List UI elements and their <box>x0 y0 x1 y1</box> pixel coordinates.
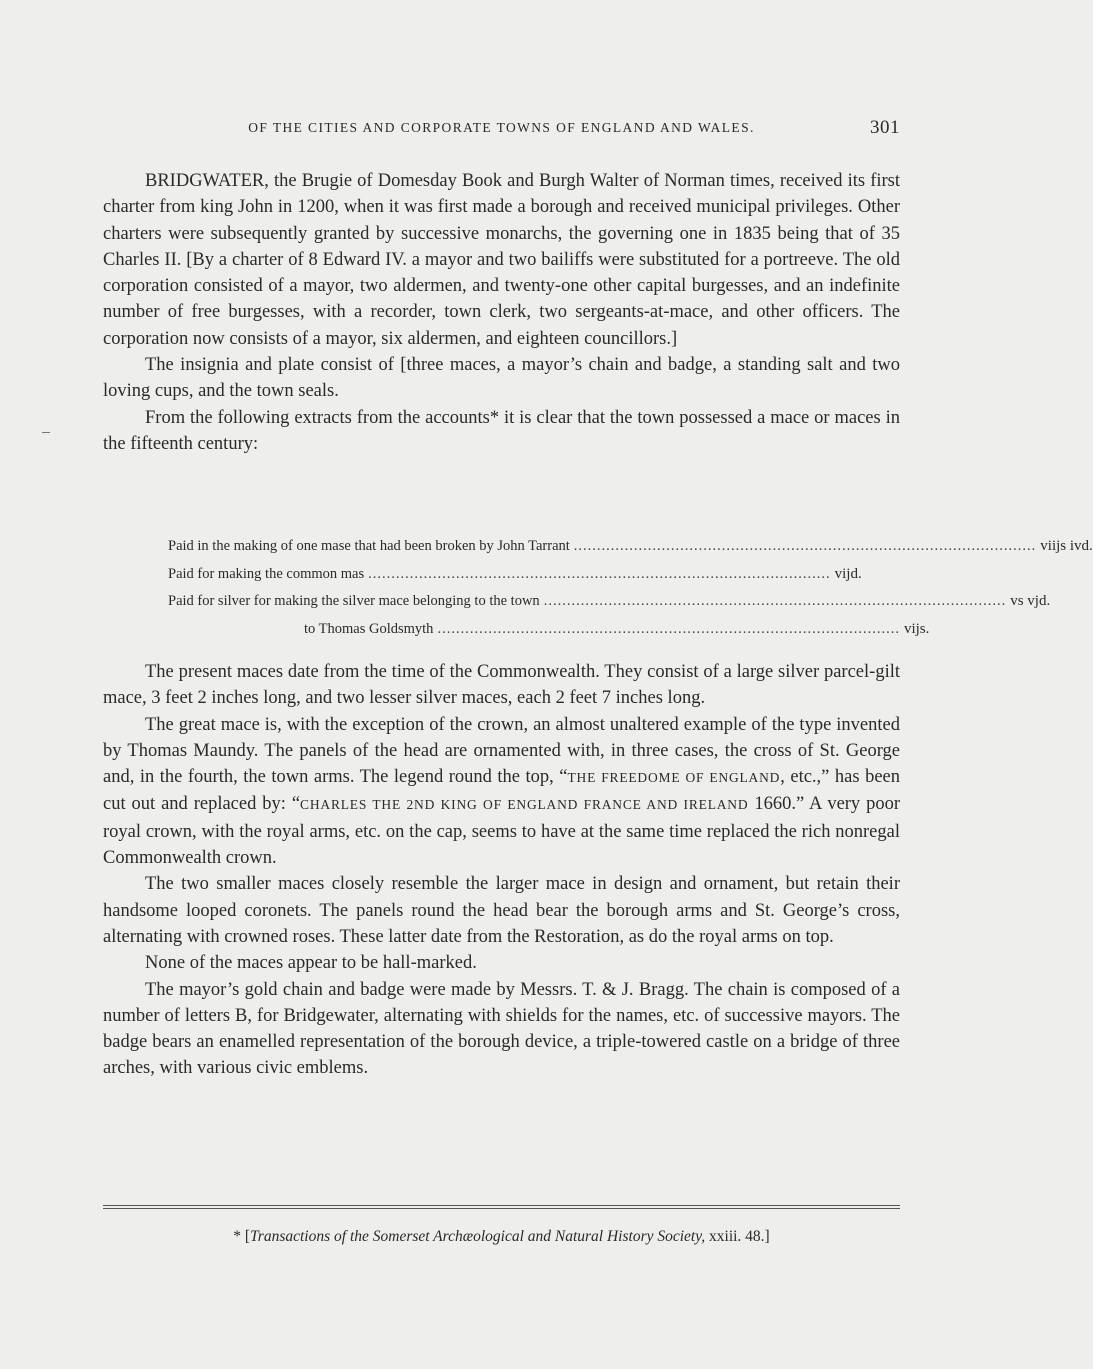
extract-row <box>168 616 930 644</box>
extract-row <box>168 561 862 589</box>
extract-text: Paid for silver for making the silver mace belonging to the town <box>168 593 540 609</box>
paragraph-insignia: The insignia and plate consist of [three maces, a mayor’s chain and badge, a standing salt and two loving cups, and the town seals. <box>103 355 900 402</box>
paragraph-extracts-intro: From the following extracts from the accounts* it is clear that the town possessed a mace or maces in the fifteenth century: <box>103 407 900 454</box>
accounts-extracts <box>168 533 1093 643</box>
paragraph-hallmark: None of the maces appear to be hall-marked. <box>145 953 477 974</box>
paragraph-chain-badge: The mayor’s gold chain and badge were made by Messrs. T. & J. Bragg. The chain is composed of a number of letters B, for Bridgewater, alternating with shields for the names, etc. of successive mayors. The badge bears an enamelled representation of the borough device, a triple-towered castle on a bridge of three arches, with various civic emblems. <box>103 979 900 1079</box>
leader-dots: .................................................................................................... <box>437 620 900 637</box>
leader-dots: .................................................................................................... <box>543 593 1007 609</box>
extract-amount: vijd. <box>834 565 862 582</box>
legend-freedome: THE FREEDOME OF ENGLAND <box>567 770 781 786</box>
extract-amount: vs vjd. <box>1010 593 1051 609</box>
extract-amount: vijs. <box>903 620 930 637</box>
extract-text: Paid in the making of one mase that had been broken by John Tarrant <box>168 538 570 554</box>
footnote-reference: xxiii. 48.] <box>705 1228 770 1245</box>
extract-row <box>168 533 1093 561</box>
page-number: 301 <box>870 117 900 138</box>
paragraph-smaller-maces: The two smaller maces closely resemble the larger mace in design and ornament, but retain their handsome looped coronets. The panels round the head bear the borough arms and St. George’s cross, alternating with crowned roses. These latter date from the Restoration, as do the royal arms on top. <box>103 874 900 947</box>
paragraph-present-maces: The present maces date from the time of the Commonwealth. They consist of a large silver parcel-gilt mace, 3 feet 2 inches long, and two lesser silver maces, each 2 feet 7 inches long. <box>103 662 900 709</box>
paragraph-great-mace <box>103 712 900 872</box>
paragraph-bridgwater: BRIDGWATER, the Brugie of Domesday Book and Burgh Walter of Norman times, received its first charter from king John in 1200, when it was first made a borough and received municipal privileges. Other charters were subsequently granted by successive monarchs, the governing one in 1835 being that of 35 Charles II. [By a charter of 8 Edward IV. a mayor and two bailiffs were substituted for a portreeve. The old corporation consisted of a mayor, two aldermen, and twenty-one other capital burgesses, and an indefinite number of free burgesses, with a recorder, town clerk, two sergeants-at-mace, and other officers. The corporation now consists of a mayor, six aldermen, and eighteen councillors.] <box>103 171 900 349</box>
main-text-upper <box>103 168 900 457</box>
margin-mark <box>42 432 50 433</box>
footnote-marker: * [ <box>233 1228 251 1245</box>
leader-dots: .................................................................................................... <box>368 565 831 582</box>
main-text-lower <box>103 659 900 1082</box>
footnote <box>103 1228 900 1246</box>
leader-dots: .................................................................................................... <box>573 538 1037 554</box>
extract-row <box>168 588 1051 616</box>
extract-text: to Thomas Goldsmyth <box>304 620 434 637</box>
great-mace-text-b: , etc.,” has been cut out and replaced by: “ <box>103 767 900 815</box>
extract-text: Paid for making the common mas <box>168 565 365 582</box>
legend-charles: CHARLES THE 2ND KING OF ENGLAND FRANCE AND IRELAND <box>300 797 749 813</box>
footnote-rule <box>103 1205 900 1209</box>
great-mace-text-a: The great mace is, with the exception of the crown, an almost unaltered example of the type invented by Thomas Maundy. The panels of the head are ornamented with, in three cases, the cross of St. George and, in the fourth, the town arms. The legend round the top, “ <box>103 714 900 788</box>
extract-amount: viijs ivd. <box>1040 538 1093 554</box>
footnote-source: Transactions of the Somerset Archæological and Natural History Society, <box>250 1228 706 1245</box>
great-mace-text-c: 1660.” A very poor royal crown, with the royal arms, etc. on the cap, seems to have at the same time replaced the rich nonregal Commonwealth crown. <box>103 794 901 869</box>
running-title: OF THE CITIES AND CORPORATE TOWNS OF ENGLAND AND WALES. <box>248 120 755 135</box>
